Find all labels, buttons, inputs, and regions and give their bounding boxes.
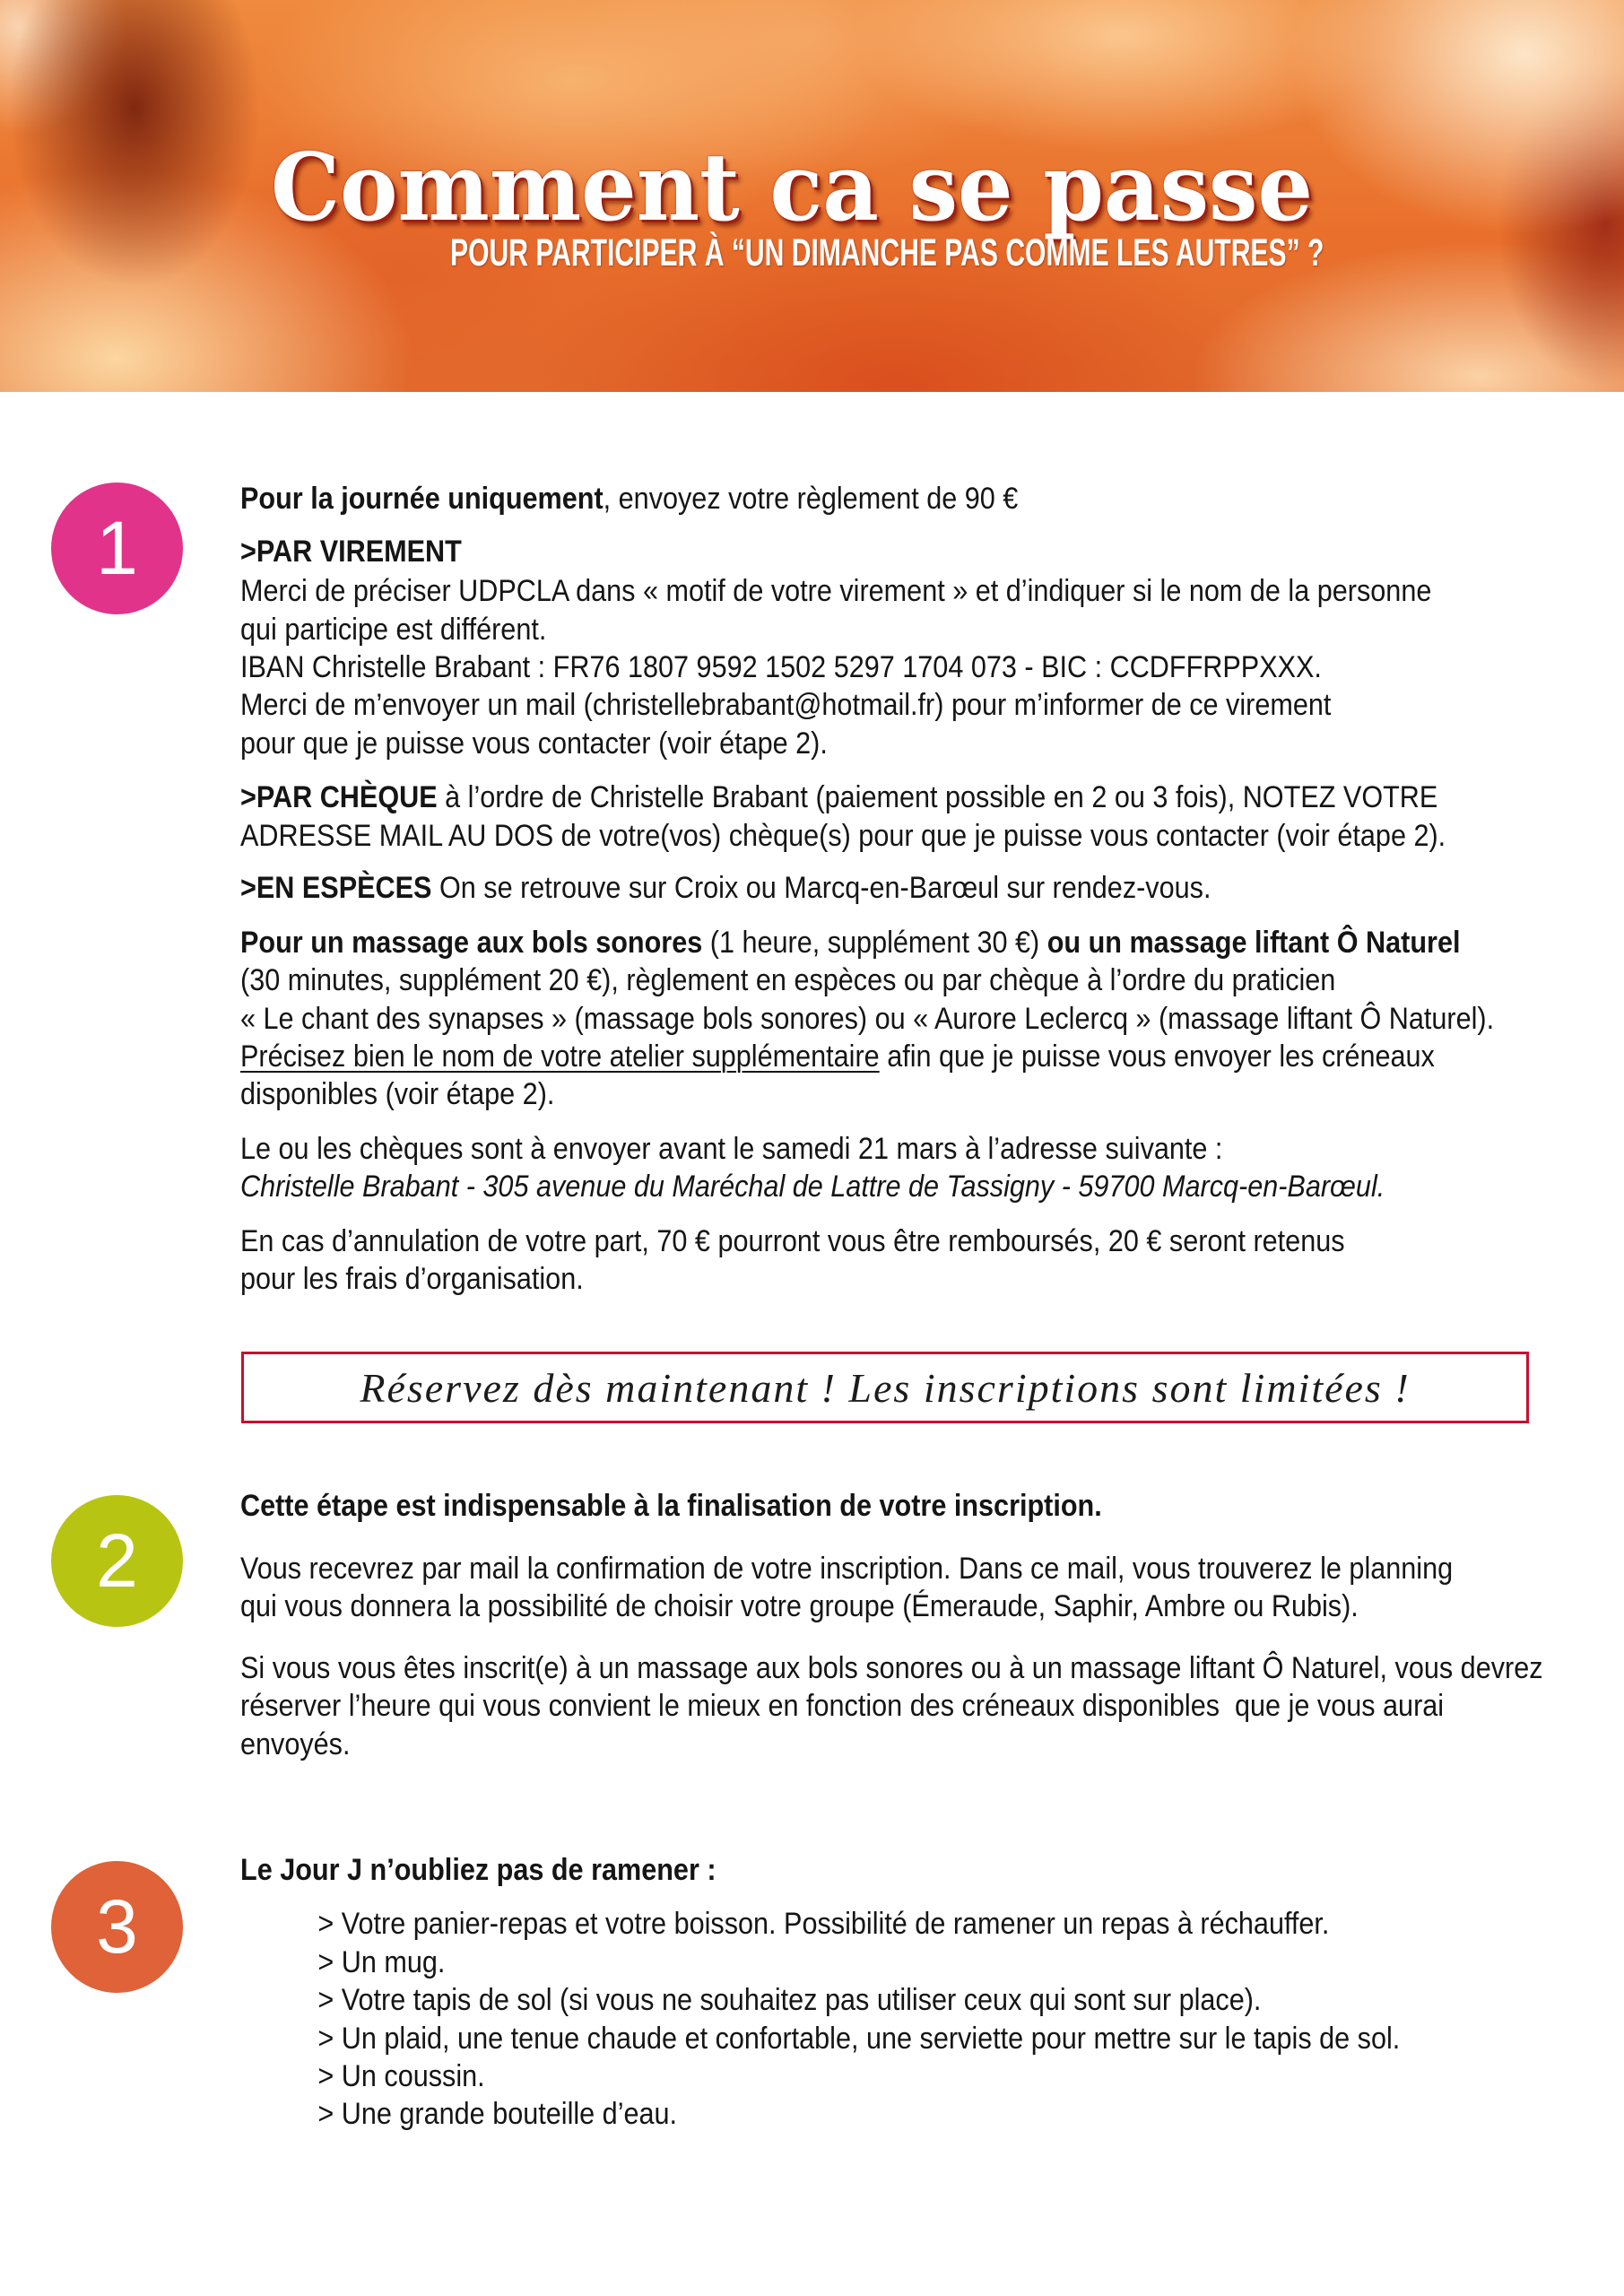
step-3-badge [51,1861,183,1993]
virement-label: >PAR VIREMENT [240,535,462,569]
step-2-number: 2 [96,1518,138,1603]
massage-line [240,1038,1435,1075]
cheque-line: ADRESSE MAIL AU DOS de votre(vos) chèque(s) pour que je puisse vous contacter (voir étape 2). [240,819,1446,853]
list-item: > Un mug. [317,1945,446,1979]
step-2-paragraph-line: réserver l’heure qui vous convient le mieux en fonction des créneaux disponibles que je vous aurai [240,1689,1445,1723]
cheque-label: >PAR CHÈQUE [240,780,438,814]
virement-heading [240,533,462,570]
registration-notice-text: Réservez dès maintenant ! Les inscriptions sont limitées ! [360,1364,1411,1411]
step-2-paragraph-line: Si vous vous êtes inscrit(e) à un massage aux bols sonores ou à un massage liftant Ô Naturel, vous devrez [240,1651,1543,1685]
massage-line: « Le chant des synapses » (massage bols sonores) ou « Aurore Leclercq » (massage liftant Ô Naturel). [240,1002,1495,1036]
massage-line: disponibles (voir étape 2). [240,1077,555,1111]
iban-line: IBAN Christelle Brabant : FR76 1807 9592 1502 5297 1704 073 - BIC : CCDFFRPPXXX. [240,650,1322,684]
mail-instruction: Le ou les chèques sont à envoyer avant le samedi 21 mars à l’adresse suivante : [240,1132,1223,1166]
list-item: > Votre panier-repas et votre boisson. Possibilité de ramener un repas à réchauffer. [317,1907,1330,1941]
massage-line [240,924,1460,961]
especes-text: On se retrouve sur Croix ou Marcq-en-Barœul sur rendez-vous. [431,871,1211,905]
virement-line: Merci de préciser UDPCLA dans « motif de votre virement » et d’indiquer si le nom de la personne [240,574,1432,608]
cheque-text: à l’ordre de Christelle Brabant (paiement possible en 2 ou 3 fois), NOTEZ VOTRE [437,780,1438,814]
page-title: Comment ca se passe [271,132,1314,242]
especes-label: >EN ESPÈCES [240,871,432,905]
massage-line: (30 minutes, supplément 20 €), règlement en espèces ou par chèque à l’ordre du praticien [240,963,1336,997]
step-2-paragraph-line: envoyés. [240,1727,351,1761]
content-column [240,0,1612,2188]
step-3-number: 3 [96,1884,138,1969]
massage-after-underlined: afin que je puisse vous envoyer les créneaux [879,1039,1435,1074]
step-1-intro-text: , envoyez votre règlement de 90 € [603,482,1019,516]
virement-line: pour que je puisse vous contacter (voir étape 2). [240,726,828,761]
list-item: > Votre tapis de sol (si vous ne souhaitez pas utiliser ceux qui sont sur place). [317,1983,1262,2017]
step-2-paragraph-line: Vous recevrez par mail la confirmation de votre inscription. Dans ce mail, vous trouverez le planning [240,1552,1454,1586]
massage-bold-1: Pour un massage aux bols sonores [240,926,703,960]
page-subtitle: POUR PARTICIPER À “UN DIMANCHE PAS COMME LES AUTRES” ? [450,231,1324,274]
massage-underlined: Précisez bien le nom de votre atelier supplémentaire [240,1039,880,1074]
step-1-intro [240,480,1018,517]
step-1-intro-bold: Pour la journée uniquement [240,482,604,516]
massage-text-1: (1 heure, supplément 30 €) [702,926,1047,960]
step-1-badge [51,483,183,614]
step-2-heading: Cette étape est indispensable à la finalisation de votre inscription. [240,1489,1102,1523]
especes-line [240,869,1211,907]
virement-line: Merci de m’envoyer un mail (christellebrabant@hotmail.fr) pour m’informer de ce virement [240,688,1332,722]
step-2-badge [51,1495,183,1627]
virement-line: qui participe est différent. [240,613,547,647]
step-2-paragraph-line: qui vous donnera la possibilité de choisir votre groupe (Émeraude, Saphir, Ambre ou Rubis). [240,1589,1359,1623]
list-item: > Un coussin. [317,2059,485,2093]
massage-bold-2: ou un massage liftant Ô Naturel [1046,926,1461,960]
step-1-number: 1 [96,506,138,590]
cancellation-line: pour les frais d’organisation. [240,1262,584,1296]
mail-address: Christelle Brabant - 305 avenue du Maréchal de Lattre de Tassigny - 59700 Marcq-en-Barœul. [240,1170,1385,1204]
cancellation-line: En cas d’annulation de votre part, 70 € pourront vous être remboursés, 20 € seront retenus [240,1224,1345,1258]
list-item: > Une grande bouteille d’eau. [317,2097,678,2131]
step-3-heading: Le Jour J n’oubliez pas de ramener : [240,1853,716,1887]
list-item: > Un plaid, une tenue chaude et confortable, une serviette pour mettre sur le tapis de sol. [317,2022,1401,2056]
cheque-line [240,778,1437,816]
